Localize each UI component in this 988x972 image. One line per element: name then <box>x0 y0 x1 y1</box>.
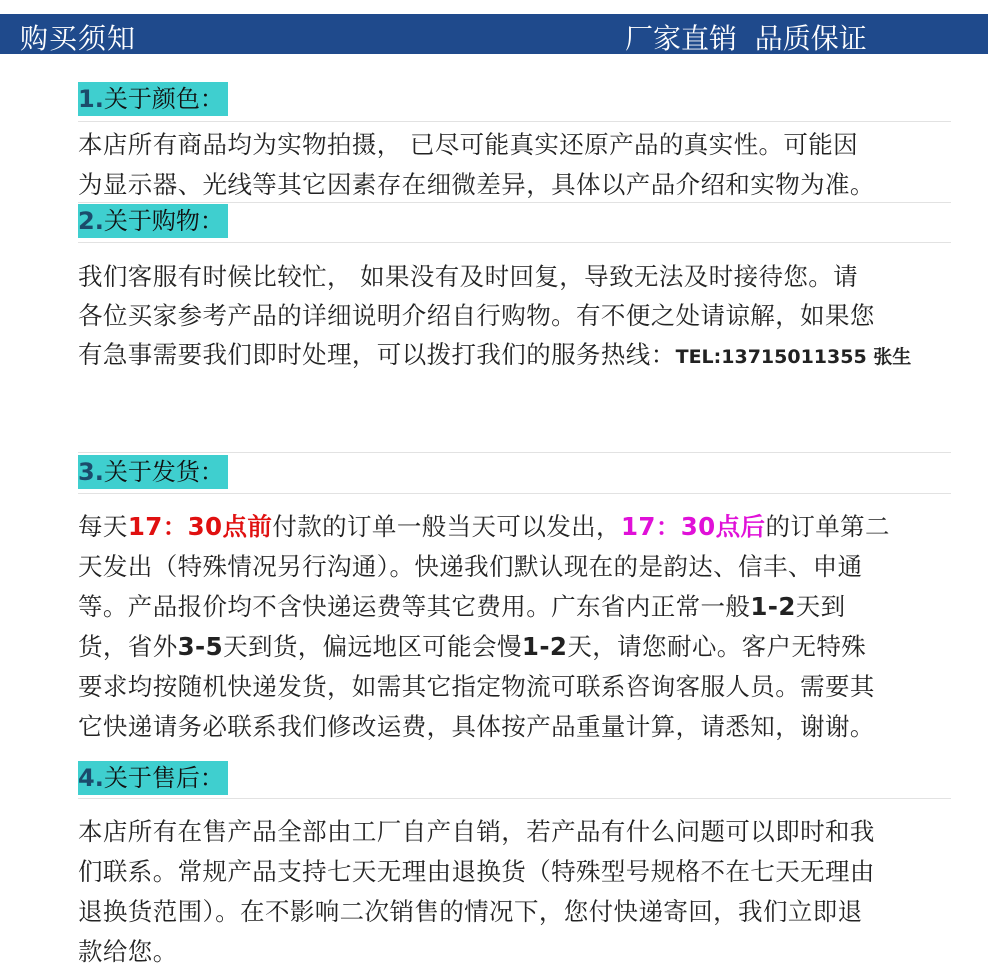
hotline-label: 有急事需要我们即时处理，可以拨打我们的服务热线： <box>78 340 676 369</box>
text-span: 付款的订单一般当天可以发出， <box>272 512 621 541</box>
section-number: 1. <box>78 85 104 113</box>
section-heading-shopping <box>78 204 228 238</box>
divider <box>78 798 951 799</box>
paragraph-shipping <box>78 507 958 747</box>
section-number: 4. <box>78 764 104 792</box>
paragraph-color <box>78 125 958 205</box>
days-range: 1-2 <box>750 592 796 621</box>
days-range: 1-2 <box>521 632 568 661</box>
cutoff-time: 17：30 <box>620 512 716 541</box>
text-line: 退换货范围）。在不影响二次销售的情况下，您付快递寄回，我们立即退 <box>78 897 863 926</box>
divider <box>78 452 951 453</box>
section-heading-shipping <box>78 455 228 489</box>
section-number: 2. <box>78 207 104 235</box>
section-number: 3. <box>78 458 104 486</box>
text-span: 天到 <box>795 592 846 621</box>
text-span: 的订单第二 <box>765 512 890 541</box>
divider <box>78 202 951 203</box>
section-title: 关于售后： <box>103 764 224 792</box>
text-line: 为显示器、光线等其它因素存在细微差异，具体以产品介绍和实物为准。 <box>78 170 875 199</box>
divider <box>78 121 951 122</box>
text-line: 要求均按随机快递发货，如需其它指定物流可联系咨询客服人员。需要其 <box>78 672 875 701</box>
text-line: 天发出（特殊情况另行沟通）。快递我们默认现在的是韵达、信丰、申通 <box>78 552 863 581</box>
header-title: 购买须知 <box>20 22 137 55</box>
cutoff-after <box>621 512 766 541</box>
text-line: 它快递请务必联系我们修改运费，具体按产品重量计算，请悉知，谢谢。 <box>78 712 875 741</box>
cutoff-before <box>128 512 273 541</box>
hotline-number: TEL:13715011355 张生 <box>675 346 912 368</box>
section-heading-aftersales <box>78 761 228 795</box>
header-slogan: 厂家直销 品质保证 <box>625 22 867 55</box>
cutoff-label: 点后 <box>715 512 766 541</box>
paragraph-shopping <box>78 257 958 377</box>
days-range: 3-5 <box>177 632 224 661</box>
divider <box>78 493 951 494</box>
text-line-hotline <box>78 335 958 377</box>
section-heading-color <box>78 82 228 116</box>
text-line: 各位买家参考产品的详细说明介绍自行购物。有不便之处请谅解，如果您 <box>78 301 875 330</box>
divider <box>78 242 951 243</box>
text-line <box>78 587 958 627</box>
section-title: 关于购物： <box>103 207 224 235</box>
text-line: 们联系。常规产品支持七天无理由退换货（特殊型号规格不在七天无理由 <box>78 857 875 886</box>
text-line <box>78 507 958 547</box>
cutoff-time: 17：30 <box>127 512 223 541</box>
text-span: 货，省外 <box>78 632 178 661</box>
text-span: 每天 <box>78 512 128 541</box>
text-span: 天，请您耐心。客户无特殊 <box>567 632 867 661</box>
cutoff-label: 点前 <box>222 512 273 541</box>
text-line: 我们客服有时候比较忙， 如果没有及时回复，导致无法及时接待您。请 <box>78 262 859 291</box>
text-line: 本店所有商品均为实物拍摄， 已尽可能真实还原产品的真实性。可能因 <box>78 130 859 159</box>
text-line <box>78 627 958 667</box>
text-line: 本店所有在售产品全部由工厂自产自销，若产品有什么问题可以即时和我 <box>78 817 875 846</box>
text-span: 等。产品报价均不含快递运费等其它费用。广东省内正常一般 <box>78 592 751 621</box>
section-title: 关于发货： <box>103 458 224 486</box>
paragraph-aftersales <box>78 812 958 972</box>
section-title: 关于颜色： <box>103 85 224 113</box>
text-span: 天到货，偏远地区可能会慢 <box>223 632 522 661</box>
header-bar <box>0 14 988 54</box>
text-line: 款给您。 <box>78 937 178 966</box>
